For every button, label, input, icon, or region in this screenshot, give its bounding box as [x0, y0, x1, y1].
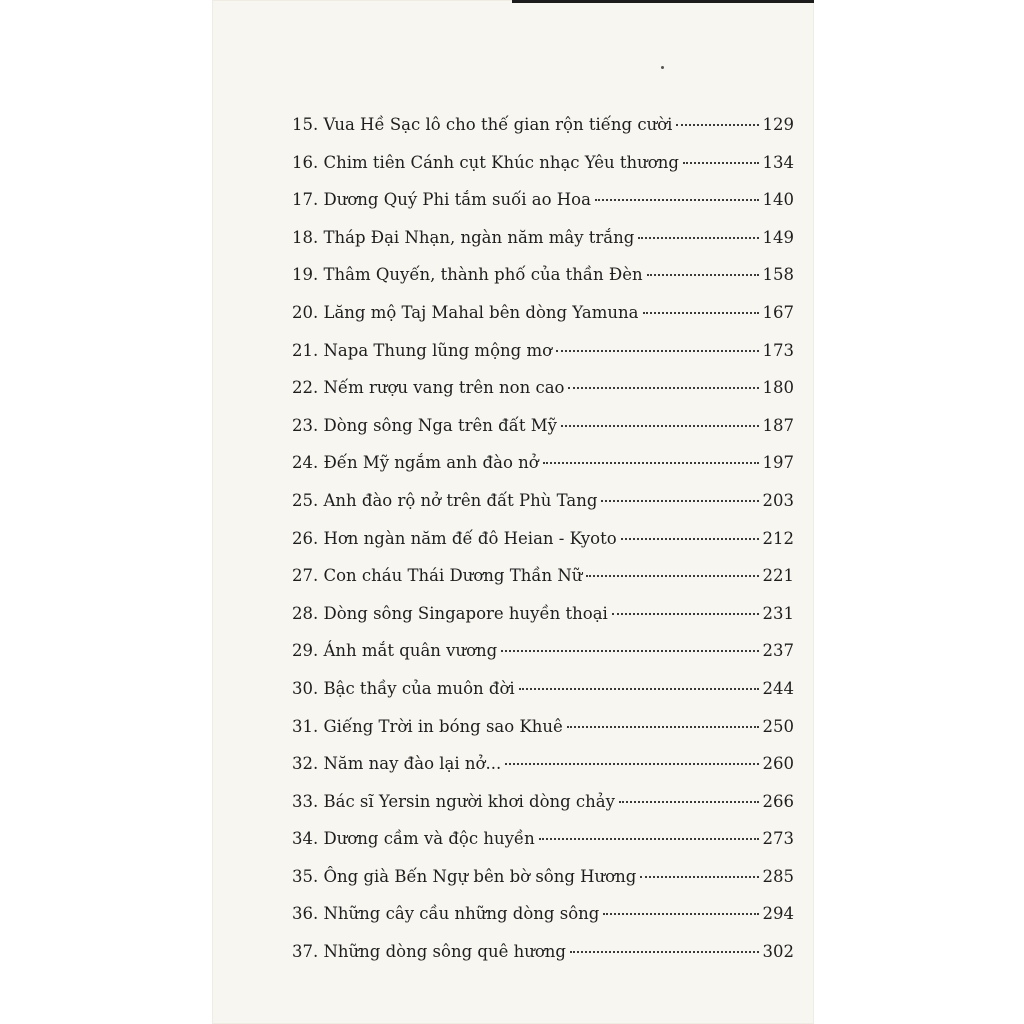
toc-entry: [292, 369, 794, 407]
toc-entry-title: 28. Dòng sông Singapore huyền thoại: [292, 603, 608, 623]
toc-dot-leader: [595, 199, 759, 201]
toc-page-number: 221: [762, 566, 794, 586]
toc-entry-title: 22. Nếm rượu vang trên non cao: [292, 378, 565, 398]
toc-page-number: 180: [762, 378, 794, 398]
toc-entry-title: 21. Napa Thung lũng mộng mơ: [292, 340, 553, 360]
toc-entry-title: 25. Anh đào rộ nở trên đất Phù Tang: [292, 490, 598, 510]
toc-page-number: 187: [762, 415, 794, 435]
toc-dot-leader: [638, 237, 758, 239]
toc-entry-title: 32. Năm nay đào lại nở...: [292, 754, 502, 774]
toc-dot-leader: [505, 763, 758, 765]
toc-dot-leader: [619, 801, 759, 803]
toc-dot-leader: [603, 913, 758, 915]
print-speck: [661, 66, 664, 69]
toc-entry-title: 29. Ánh mắt quân vương: [292, 641, 498, 661]
toc-dot-leader: [612, 613, 759, 615]
toc-entry: [292, 181, 794, 219]
toc-page-number: 231: [762, 603, 794, 623]
toc-entry: [292, 520, 794, 558]
toc-dot-leader: [643, 312, 759, 314]
table-of-contents: [292, 106, 794, 971]
toc-dot-leader: [601, 500, 758, 502]
toc-dot-leader: [501, 650, 758, 652]
toc-entry: [292, 820, 794, 858]
toc-entry-title: 23. Dòng sông Nga trên đất Mỹ: [292, 415, 557, 435]
toc-page-number: 273: [762, 829, 794, 849]
toc-page-number: 129: [762, 115, 794, 134]
toc-entry-title: 15. Vua Hề Sạc lô cho thế gian rộn tiếng cười: [292, 115, 673, 134]
toc-page-number: 167: [762, 302, 794, 322]
book-page: [212, 0, 814, 1024]
toc-page-number: 197: [762, 453, 794, 473]
toc-entry-title: 34. Dương cầm và độc huyền: [292, 829, 535, 849]
toc-entry-title: 16. Chim tiên Cánh cụt Khúc nhạc Yêu thương: [292, 152, 679, 172]
toc-entry: [292, 858, 794, 896]
toc-entry: [292, 708, 794, 746]
toc-dot-leader: [543, 462, 759, 464]
toc-page-number: 134: [762, 152, 794, 172]
toc-entry: [292, 895, 794, 933]
toc-dot-leader: [647, 274, 759, 276]
toc-entry-title: 20. Lăng mộ Taj Mahal bên dòng Yamuna: [292, 302, 639, 322]
toc-entry: [292, 783, 794, 821]
toc-entry: [292, 595, 794, 633]
toc-entry-title: 24. Đến Mỹ ngắm anh đào nở: [292, 453, 539, 473]
toc-page-number: 203: [762, 490, 794, 510]
toc-entry: [292, 332, 794, 370]
toc-page-number: 158: [762, 265, 794, 285]
toc-dot-leader: [621, 538, 759, 540]
toc-entry-title: 27. Con cháu Thái Dương Thần Nữ: [292, 566, 583, 586]
toc-entry-title: 30. Bậc thầy của muôn đời: [292, 678, 515, 698]
toc-entry: [292, 106, 794, 144]
toc-entry: [292, 482, 794, 520]
toc-dot-leader: [539, 838, 759, 840]
toc-entry: [292, 256, 794, 294]
toc-entry-title: 37. Những dòng sông quê hương: [292, 942, 566, 962]
toc-entry-title: 36. Những cây cầu những dòng sông: [292, 904, 600, 924]
toc-page-number: 260: [762, 754, 794, 774]
toc-entry-title: 26. Hơn ngàn năm đế đô Heian - Kyoto: [292, 528, 617, 548]
toc-entry-title: 17. Dương Quý Phi tắm suối ao Hoa: [292, 190, 591, 210]
toc-dot-leader: [561, 425, 759, 427]
toc-dot-leader: [676, 124, 758, 126]
toc-page-number: 173: [762, 340, 794, 360]
toc-entry: [292, 670, 794, 708]
toc-dot-leader: [570, 951, 759, 953]
toc-entry: [292, 407, 794, 445]
toc-page-number: 237: [762, 641, 794, 661]
toc-entry: [292, 557, 794, 595]
page-top-edge: [512, 0, 814, 3]
toc-dot-leader: [519, 688, 759, 690]
toc-entry-title: 35. Ông già Bến Ngự bên bờ sông Hương: [292, 866, 637, 886]
toc-entry-title: 31. Giếng Trời in bóng sao Khuê: [292, 716, 563, 736]
toc-entry: [292, 933, 794, 971]
toc-page-number: 212: [762, 528, 794, 548]
toc-entry: [292, 219, 794, 257]
toc-dot-leader: [640, 876, 758, 878]
toc-page-number: 244: [762, 678, 794, 698]
toc-page-number: 302: [762, 942, 794, 962]
toc-dot-leader: [568, 387, 758, 389]
toc-page-number: 250: [762, 716, 794, 736]
toc-entry: [292, 632, 794, 670]
toc-dot-leader: [556, 350, 758, 352]
toc-entry: [292, 745, 794, 783]
toc-entry: [292, 444, 794, 482]
toc-dot-leader: [567, 726, 759, 728]
toc-entry-title: 19. Thâm Quyến, thành phố của thần Đèn: [292, 265, 643, 285]
toc-page-number: 285: [762, 866, 794, 886]
toc-page-number: 294: [762, 904, 794, 924]
toc-entry: [292, 294, 794, 332]
toc-dot-leader: [683, 162, 759, 164]
toc-entry: [292, 144, 794, 182]
toc-entry-title: 33. Bác sĩ Yersin người khơi dòng chảy: [292, 791, 615, 811]
toc-entry-title: 18. Tháp Đại Nhạn, ngàn năm mây trắng: [292, 227, 635, 247]
toc-page-number: 149: [762, 227, 794, 247]
toc-page-number: 140: [762, 190, 794, 210]
toc-page-number: 266: [762, 791, 794, 811]
toc-dot-leader: [586, 575, 758, 577]
